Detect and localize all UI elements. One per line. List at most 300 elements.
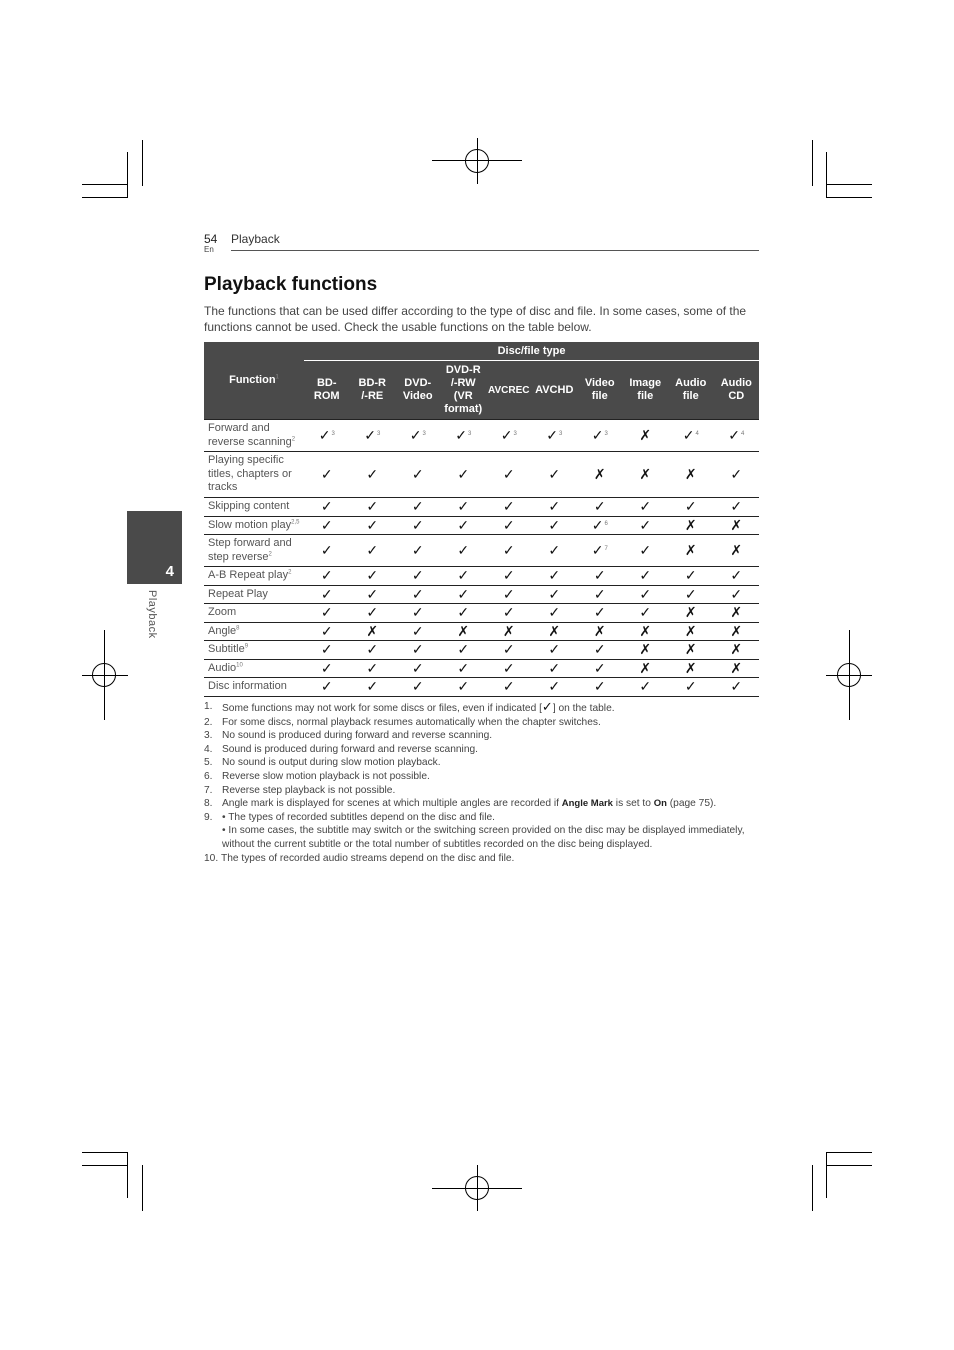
check-icon: ✓: [457, 567, 470, 584]
unsupported-cell: [486, 622, 532, 641]
unsupported-cell: [350, 622, 396, 641]
check-icon: ✓: [548, 641, 561, 658]
check-icon: ✓: [409, 427, 422, 443]
check-icon: ✓: [502, 604, 515, 621]
supported-cell: [441, 659, 487, 678]
check-icon: ✓: [457, 542, 470, 558]
unsupported-cell: [714, 622, 760, 641]
check-icon: ✓: [502, 542, 515, 558]
check-icon: ✓: [591, 542, 604, 558]
supported-cell: [532, 567, 578, 586]
header-rule: [231, 250, 759, 251]
footnote-ref: 3: [376, 431, 381, 438]
column-header-line: file: [591, 390, 608, 402]
check-icon: ✓: [457, 678, 470, 695]
function-label: Disc information: [208, 680, 287, 692]
supported-cell: [486, 535, 532, 567]
supported-cell: [441, 641, 487, 660]
supported-cell: [623, 498, 669, 517]
footnote-ref: 2: [268, 550, 272, 557]
unsupported-cell: [714, 659, 760, 678]
column-header: [441, 361, 487, 420]
footnote-ref: 2,5: [291, 518, 300, 525]
footnote-6: [204, 770, 764, 784]
supported-cell: [304, 604, 350, 623]
playback-functions-table: [204, 342, 759, 697]
column-header: [304, 361, 350, 420]
cross-icon: ✗: [684, 622, 697, 639]
cross-icon: ✗: [730, 622, 743, 639]
check-icon: ✓: [684, 498, 697, 515]
supported-cell: [714, 498, 760, 517]
check-icon: ✓: [411, 498, 424, 515]
cross-icon: ✗: [730, 659, 743, 676]
unsupported-cell: [623, 622, 669, 641]
supported-cell: [350, 452, 396, 498]
column-header-line: BD-: [316, 377, 337, 389]
cross-icon: ✗: [639, 659, 652, 676]
unsupported-cell: [623, 641, 669, 660]
footnote-3: [204, 729, 764, 743]
cross-icon: ✗: [366, 622, 379, 639]
table-row: [204, 659, 759, 678]
footnote-ref: 9: [244, 643, 249, 650]
cross-icon: ✗: [593, 466, 606, 482]
supported-cell: [623, 535, 669, 567]
table-row: [204, 567, 759, 586]
footnote-ref: 3: [422, 431, 426, 438]
check-icon: ✓: [502, 498, 515, 515]
check-icon: ✓: [366, 466, 379, 482]
column-header-line: ROM: [313, 390, 340, 402]
supported-cell: [441, 498, 487, 517]
function-label: Playing specific titles, chapters or tracks: [208, 454, 292, 494]
chapter-number: 4: [165, 563, 174, 580]
supported-cell: [532, 604, 578, 623]
supported-cell: [350, 659, 396, 678]
footnote-text: The types of recorded audio streams depend on the disc and file.: [221, 852, 515, 864]
function-label: Audio: [208, 661, 237, 674]
chapter-tab: [127, 511, 182, 584]
cross-icon: ✗: [639, 622, 652, 639]
unsupported-cell: [668, 516, 714, 535]
check-icon: ✓: [639, 604, 652, 621]
footnote-number: 8.: [204, 798, 213, 810]
check-icon: ✓: [411, 542, 424, 558]
supported-cell: [577, 585, 623, 604]
check-icon: ✓: [684, 678, 697, 695]
function-name: [204, 452, 304, 498]
footnote-10: [204, 852, 764, 866]
supported-cell: [532, 535, 578, 567]
supported-cell: [532, 420, 578, 452]
unsupported-cell: [714, 641, 760, 660]
footnote-ref: 3: [513, 431, 517, 438]
supported-cell: [395, 604, 441, 623]
supported-cell: [395, 585, 441, 604]
check-icon: ✓: [366, 542, 379, 558]
check-icon: ✓: [457, 466, 470, 482]
table-row: [204, 516, 759, 535]
check-icon: ✓: [502, 466, 515, 482]
supported-cell: [395, 659, 441, 678]
check-icon: ✓: [548, 542, 561, 558]
supported-cell: [350, 567, 396, 586]
function-name: [204, 420, 304, 452]
supported-cell: [486, 641, 532, 660]
supported-cell: [395, 535, 441, 567]
check-icon: ✓: [502, 585, 515, 602]
supported-cell: [532, 585, 578, 604]
footnote-ref: 2: [291, 435, 296, 442]
column-header-line: DVD-: [404, 377, 432, 389]
check-icon: ✓: [502, 678, 515, 695]
table-row: [204, 585, 759, 604]
column-header-line: Audio: [675, 377, 707, 389]
cross-icon: ✗: [639, 641, 652, 658]
column-header: [350, 361, 396, 420]
table-row: [204, 678, 759, 697]
function-header-footnote: 1: [275, 374, 279, 381]
supported-cell: [304, 516, 350, 535]
footnote-ref: 10: [236, 661, 243, 668]
unsupported-cell: [668, 659, 714, 678]
supported-cell: [304, 567, 350, 586]
cross-icon: ✗: [684, 542, 697, 558]
check-icon: ✓: [593, 585, 606, 602]
supported-cell: [714, 678, 760, 697]
supported-cell: [668, 420, 714, 452]
check-icon: ✓: [455, 427, 467, 443]
check-icon: ✓: [411, 604, 424, 621]
table-row: [204, 641, 759, 660]
check-icon: ✓: [593, 498, 606, 515]
supported-cell: [350, 585, 396, 604]
supported-cell: [532, 498, 578, 517]
check-icon: ✓: [548, 585, 561, 602]
supported-cell: [486, 498, 532, 517]
check-icon: ✓: [639, 516, 652, 533]
check-icon: ✓: [411, 641, 424, 658]
supported-cell: [486, 659, 532, 678]
footnote-9-continued: • In some cases, the subtitle may switch or the switching screen provided on the disc may be displayed immediately, without the current subtitle or the total number of subtitles recorded on the disc being displayed.: [222, 825, 745, 850]
unsupported-cell: [668, 641, 714, 660]
check-icon: ✓: [411, 659, 424, 676]
unsupported-cell: [668, 604, 714, 623]
footnote-ref: 3: [467, 431, 472, 438]
footnote-text: ] on the table.: [552, 703, 615, 714]
footnote-ref: 4: [740, 431, 745, 438]
function-name: [204, 641, 304, 660]
function-name: [204, 659, 304, 678]
supported-cell: [441, 420, 487, 452]
function-name: [204, 604, 304, 623]
check-icon: ✓: [639, 542, 652, 558]
table-row: [204, 622, 759, 641]
footnote-ref: 3: [604, 431, 608, 438]
supported-cell: [304, 420, 350, 452]
check-icon: ✓: [593, 604, 606, 621]
supported-cell: [486, 420, 532, 452]
column-header-line: format): [444, 403, 483, 415]
supported-cell: [714, 420, 760, 452]
check-icon: ✓: [366, 659, 379, 676]
function-name: [204, 535, 304, 567]
supported-cell: [577, 678, 623, 697]
check-icon: ✓: [457, 585, 470, 602]
check-icon: ✓: [366, 585, 379, 602]
supported-cell: [304, 622, 350, 641]
check-icon: ✓: [728, 427, 740, 443]
footnote-text: Reverse slow motion playback is not possible.: [222, 770, 430, 782]
setting-name: Angle Mark: [561, 798, 613, 810]
check-icon: ✓: [502, 567, 515, 584]
check-icon: ✓: [684, 585, 697, 602]
check-icon: ✓: [502, 659, 515, 676]
supported-cell: [577, 659, 623, 678]
supported-cell: [395, 498, 441, 517]
supported-cell: [668, 678, 714, 697]
footnote-number: 2.: [204, 716, 213, 728]
disc-file-type-header: Disc/file type: [304, 342, 759, 361]
function-label: Subtitle: [208, 643, 245, 655]
supported-cell: [395, 678, 441, 697]
check-icon: ✓: [411, 622, 424, 639]
check-icon: ✓: [320, 659, 333, 676]
supported-cell: [532, 641, 578, 660]
footnote-ref: 7: [604, 546, 608, 553]
check-icon: ✓: [320, 567, 333, 584]
unsupported-cell: [441, 622, 487, 641]
check-icon: ✓: [320, 622, 333, 639]
supported-cell: [577, 516, 623, 535]
unsupported-cell: [668, 535, 714, 567]
supported-cell: [395, 567, 441, 586]
check-icon: ✓: [593, 678, 606, 695]
unsupported-cell: [577, 452, 623, 498]
supported-cell: [441, 567, 487, 586]
footnote-ref: 3: [331, 431, 335, 438]
supported-cell: [668, 567, 714, 586]
supported-cell: [714, 585, 760, 604]
function-name: [204, 498, 304, 517]
check-icon: ✓: [320, 498, 333, 515]
setting-value: On: [653, 798, 667, 810]
supported-cell: [577, 535, 623, 567]
column-header: [623, 361, 669, 420]
column-header-line: Video: [402, 390, 433, 402]
check-icon: ✓: [366, 604, 379, 621]
supported-cell: [350, 604, 396, 623]
supported-cell: [623, 567, 669, 586]
supported-cell: [304, 585, 350, 604]
supported-cell: [577, 604, 623, 623]
function-name: [204, 585, 304, 604]
supported-cell: [395, 622, 441, 641]
running-head: Playback: [231, 232, 280, 246]
table-row: [204, 498, 759, 517]
intro-paragraph: The functions that can be used differ according to the type of disc and file. In some cases, some of the functions cannot be used. Check the usable functions on the table below.: [204, 304, 747, 334]
unsupported-cell: [623, 659, 669, 678]
supported-cell: [441, 585, 487, 604]
footnote-8: [204, 797, 764, 811]
check-icon: ✓: [546, 427, 558, 443]
supported-cell: [623, 604, 669, 623]
check-icon: ✓: [457, 604, 470, 621]
check-icon: ✓: [411, 567, 424, 584]
supported-cell: [486, 604, 532, 623]
footnote-7: [204, 784, 764, 798]
footnote-text: (page 75).: [666, 798, 717, 810]
check-icon: ✓: [457, 498, 470, 515]
supported-cell: [441, 604, 487, 623]
check-icon: ✓: [411, 466, 424, 482]
supported-cell: [577, 567, 623, 586]
column-header: [668, 361, 714, 420]
cross-icon: ✗: [502, 622, 515, 639]
check-icon: ✓: [593, 641, 606, 658]
check-icon: ✓: [500, 427, 513, 443]
function-label: Step forward and step reverse: [208, 537, 292, 563]
chapter-label: Playback: [146, 590, 158, 639]
footnote-text: For some discs, normal playback resumes automatically when the chapter switches.: [222, 716, 601, 728]
supported-cell: [532, 452, 578, 498]
check-icon: ✓: [364, 427, 376, 443]
check-icon: ✓: [730, 466, 743, 482]
footnote-2: [204, 716, 764, 730]
table-row: [204, 420, 759, 452]
function-label: Zoom: [208, 606, 237, 618]
check-icon: ✓: [366, 678, 379, 695]
column-header: [577, 361, 623, 420]
check-icon: ✓: [366, 498, 379, 515]
supported-cell: [350, 678, 396, 697]
check-icon: ✓: [318, 427, 331, 443]
cross-icon: ✗: [548, 622, 561, 639]
cross-icon: ✗: [639, 466, 652, 482]
footnote-number: 6.: [204, 770, 213, 782]
supported-cell: [486, 567, 532, 586]
column-header-line: AVCREC: [488, 384, 530, 396]
column-header: [714, 361, 760, 420]
check-icon: ✓: [593, 567, 606, 584]
check-icon: ✓: [548, 678, 561, 695]
check-icon: ✓: [320, 585, 333, 602]
column-header: [486, 361, 532, 420]
check-icon: ✓: [682, 427, 695, 443]
supported-cell: [304, 641, 350, 660]
supported-cell: [486, 516, 532, 535]
check-icon: ✓: [411, 678, 424, 695]
cross-icon: ✗: [684, 466, 697, 482]
supported-cell: [714, 567, 760, 586]
supported-cell: [441, 678, 487, 697]
supported-cell: [577, 498, 623, 517]
function-label: Angle: [208, 624, 237, 637]
footnote-text: Sound is produced during forward and reverse scanning.: [222, 743, 478, 755]
footnote-number: 1.: [204, 701, 213, 712]
page-number: 54: [204, 232, 218, 246]
supported-cell: [304, 535, 350, 567]
footnotes: [204, 700, 764, 865]
function-label: Skipping content: [208, 500, 290, 512]
cross-icon: ✗: [730, 516, 743, 533]
cross-icon: ✗: [684, 659, 697, 676]
supported-cell: [532, 678, 578, 697]
check-icon: ✓: [548, 604, 561, 621]
function-header: [204, 342, 304, 420]
check-icon: ✓: [730, 567, 743, 584]
footnote-ref: 6: [604, 521, 608, 528]
supported-cell: [350, 641, 396, 660]
cross-icon: ✗: [684, 604, 697, 621]
check-icon: ✓: [411, 585, 424, 602]
supported-cell: [441, 535, 487, 567]
supported-cell: [350, 498, 396, 517]
column-header-line: /-RE: [361, 390, 384, 402]
footnote-ref: 4: [695, 431, 699, 438]
unsupported-cell: [668, 622, 714, 641]
supported-cell: [532, 516, 578, 535]
check-icon: ✓: [593, 659, 606, 676]
check-icon: ✓: [457, 641, 470, 658]
supported-cell: [395, 420, 441, 452]
function-name: [204, 516, 304, 535]
supported-cell: [623, 585, 669, 604]
column-header: [395, 361, 441, 420]
check-icon: ✓: [502, 516, 515, 533]
supported-cell: [486, 678, 532, 697]
unsupported-cell: [714, 516, 760, 535]
footnote-ref: 3: [558, 431, 563, 438]
cross-icon: ✗: [730, 542, 743, 558]
footnote-ref: 8: [236, 624, 240, 631]
table-row: [204, 604, 759, 623]
supported-cell: [532, 659, 578, 678]
footnote-5: [204, 756, 764, 770]
check-icon: ✓: [320, 542, 333, 558]
supported-cell: [486, 585, 532, 604]
footnote-number: 10.: [204, 852, 219, 864]
footnote-number: 3.: [204, 730, 213, 742]
unsupported-cell: [623, 452, 669, 498]
supported-cell: [395, 452, 441, 498]
supported-cell: [395, 516, 441, 535]
cross-icon: ✗: [730, 641, 743, 658]
check-icon: ✓: [730, 678, 743, 695]
check-icon: ✓: [320, 641, 333, 658]
unsupported-cell: [714, 604, 760, 623]
check-icon: ✓: [366, 641, 379, 658]
page-language: En: [204, 245, 214, 254]
supported-cell: [668, 585, 714, 604]
column-header-line: Audio: [720, 377, 752, 389]
footnote-ref: 2: [288, 569, 292, 576]
column-header-line: BD-R: [358, 377, 386, 389]
function-name: [204, 567, 304, 586]
check-icon: ✓: [591, 427, 604, 443]
check-icon: ✓: [639, 678, 652, 695]
check-icon: ✓: [591, 516, 604, 533]
cross-icon: ✗: [730, 604, 743, 621]
supported-cell: [668, 498, 714, 517]
supported-cell: [304, 452, 350, 498]
footnote-number: 9.: [204, 811, 213, 823]
footnote-text: Angle mark is displayed for scenes at which multiple angles are recorded if: [222, 798, 562, 810]
footnote-1: [204, 700, 764, 716]
column-header-line: file: [637, 390, 654, 402]
table-row: [204, 535, 759, 567]
